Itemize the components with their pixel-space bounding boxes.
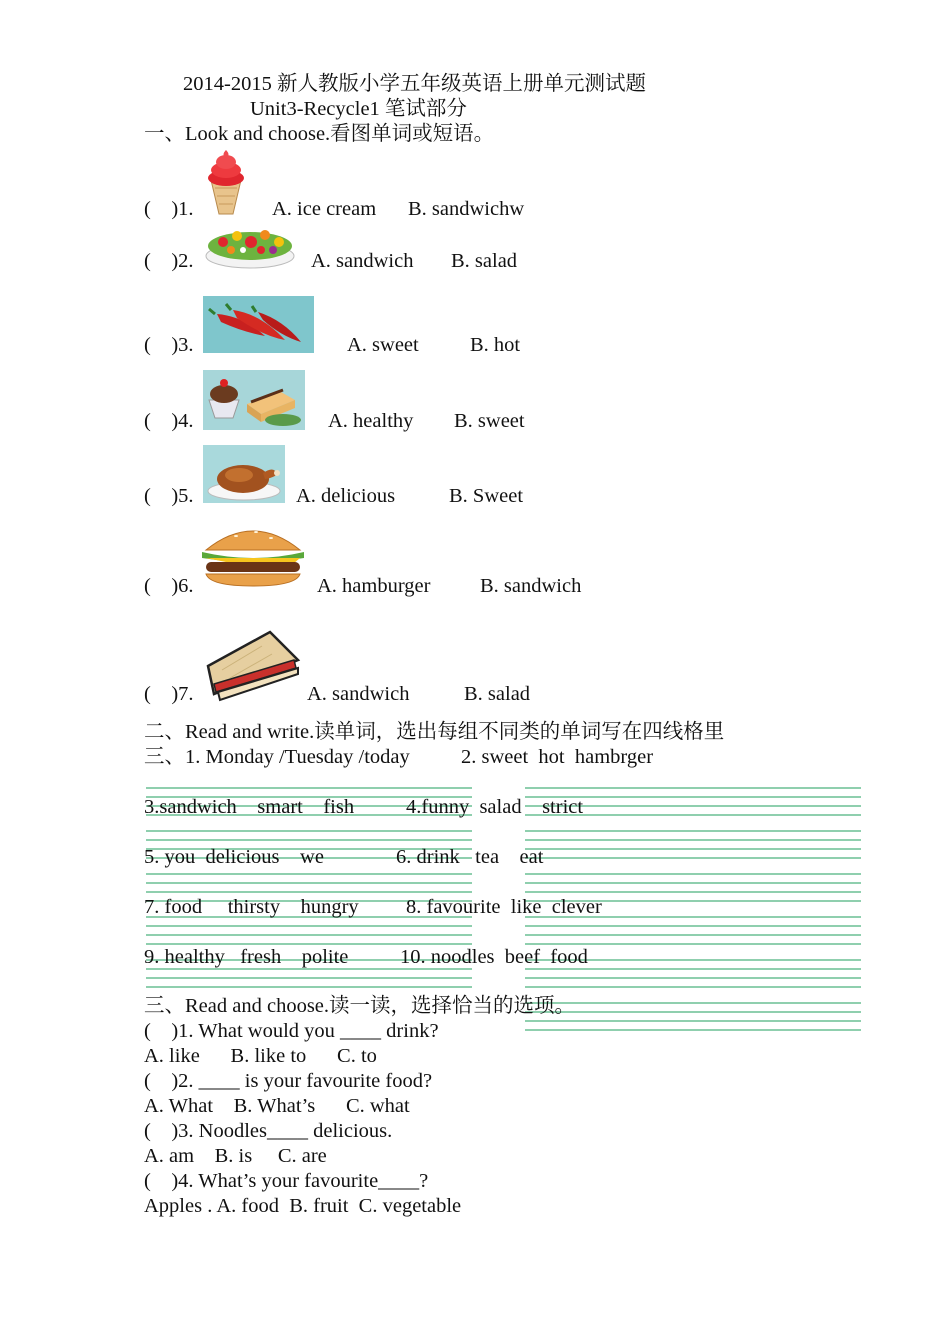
hamburger-icon bbox=[196, 520, 310, 588]
group-row-5-right: 10. noodles beef food bbox=[400, 946, 588, 968]
question-2-options[interactable]: A. What B. What’s C. what bbox=[144, 1095, 410, 1117]
question-4: ( )4. What’s your favourite____? bbox=[144, 1170, 429, 1192]
item-2-number: ( )2. bbox=[144, 250, 194, 272]
roast-chicken-icon bbox=[203, 445, 285, 503]
group-row-4-right: 8. favourite like clever bbox=[406, 896, 602, 918]
group-row-2-right: 4.funny salad strict bbox=[406, 796, 584, 818]
question-1-options[interactable]: A. like B. like to C. to bbox=[144, 1045, 377, 1067]
group-row-3-left: 5. you delicious we bbox=[144, 846, 324, 868]
group-row-1-right: 2. sweet hot hambrger bbox=[461, 746, 654, 768]
item-4-option-b[interactable]: B. sweet bbox=[454, 410, 525, 432]
chili-peppers-icon bbox=[203, 296, 314, 353]
item-7-option-a[interactable]: A. sandwich bbox=[307, 683, 410, 705]
group-row-4-left: 7. food thirsty hungry bbox=[144, 896, 359, 918]
section1-heading: 一、Look and choose.看图单词或短语。 bbox=[144, 123, 495, 145]
group-row-3-right: 6. drink tea eat bbox=[396, 846, 544, 868]
item-2-option-b[interactable]: B. salad bbox=[451, 250, 518, 272]
ice-cream-icon bbox=[203, 148, 249, 216]
item-3-number: ( )3. bbox=[144, 334, 194, 356]
sandwich-icon bbox=[202, 626, 302, 702]
item-3-option-b[interactable]: B. hot bbox=[470, 334, 521, 356]
item-5-number: ( )5. bbox=[144, 485, 194, 507]
question-2: ( )2. ____ is your favourite food? bbox=[144, 1070, 433, 1092]
group-row-2-left: 3.sandwich smart fish bbox=[144, 796, 355, 818]
item-1-number: ( )1. bbox=[144, 198, 194, 220]
question-4-options[interactable]: Apples . A. food B. fruit C. vegetable bbox=[144, 1195, 462, 1217]
group-row-1-left: 三、1. Monday /Tuesday /today bbox=[144, 746, 410, 768]
page-subtitle: Unit3-Recycle1 笔试部分 bbox=[250, 98, 467, 120]
item-5-option-b[interactable]: B. Sweet bbox=[449, 485, 524, 507]
question-3: ( )3. Noodles____ delicious. bbox=[144, 1120, 393, 1142]
item-1-option-a[interactable]: A. ice cream bbox=[272, 198, 377, 220]
item-4-option-a[interactable]: A. healthy bbox=[328, 410, 414, 432]
item-2-option-a[interactable]: A. sandwich bbox=[311, 250, 414, 272]
item-4-number: ( )4. bbox=[144, 410, 194, 432]
question-3-options[interactable]: A. am B. is C. are bbox=[144, 1145, 327, 1167]
item-6-option-b[interactable]: B. sandwich bbox=[480, 575, 582, 597]
salad-icon bbox=[203, 220, 297, 270]
item-7-number: ( )7. bbox=[144, 683, 194, 705]
page-title: 2014-2015 新人教版小学五年级英语上册单元测试题 bbox=[183, 73, 646, 95]
question-1: ( )1. What would you ____ drink? bbox=[144, 1020, 439, 1042]
section3-heading: 三、Read and choose.读一读，选择恰当的选项。 bbox=[144, 995, 576, 1017]
item-6-number: ( )6. bbox=[144, 575, 194, 597]
item-6-option-a[interactable]: A. hamburger bbox=[317, 575, 431, 597]
item-7-option-b[interactable]: B. salad bbox=[464, 683, 531, 705]
item-1-option-b[interactable]: B. sandwichw bbox=[408, 198, 525, 220]
item-5-option-a[interactable]: A. delicious bbox=[296, 485, 396, 507]
group-row-5-left: 9. healthy fresh polite bbox=[144, 946, 349, 968]
section2-heading: 二、Read and write.读单词，选出每组不同类的单词写在四线格里 bbox=[144, 721, 725, 743]
item-3-option-a[interactable]: A. sweet bbox=[347, 334, 419, 356]
desserts-icon bbox=[203, 370, 305, 430]
